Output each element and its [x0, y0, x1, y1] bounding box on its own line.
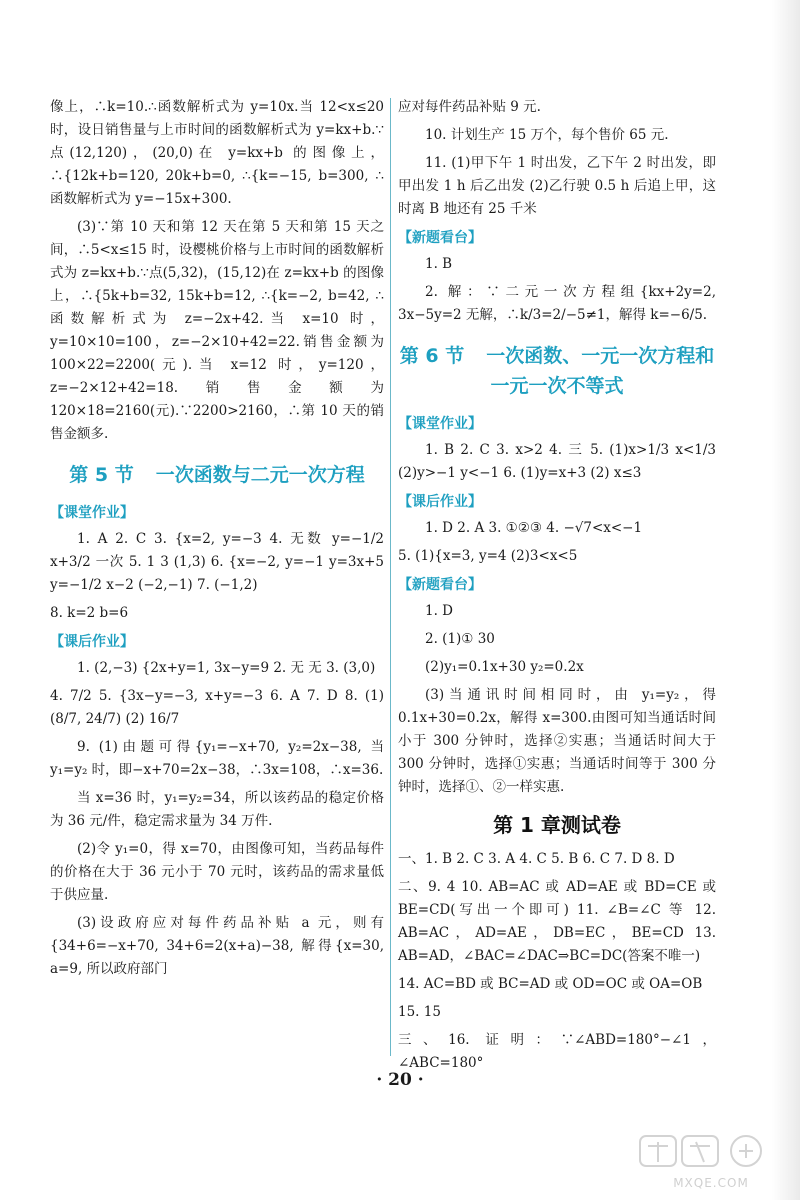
answer-paragraph: 1. D [425, 603, 453, 619]
watermark-logo [636, 1132, 786, 1192]
subheading-new-problems: 【新题看台】 [398, 230, 482, 246]
watermark-text: MXQE.COM [673, 1176, 749, 1190]
subheading-homework: 【课后作业】 [398, 494, 482, 510]
answer-paragraph: 4. 7/2 5. {3x−y=−3, x+y=−3 6. A 7. D 8. (1)(8/7, 24/7) (2) 16/7 [50, 688, 384, 727]
answer-paragraph: 5. (1){x=3, y=4 (2)3<x<5 [398, 548, 578, 564]
answer-paragraph: 15. 15 [398, 1004, 441, 1020]
section-number: 第 5 节 [69, 464, 134, 486]
answer-paragraph: 1. (2,−3) {2x+y=1, 3x−y=9 2. 无 无 3. (3,0) [77, 660, 376, 676]
answer-paragraph: 14. AC=BD 或 BC=AD 或 OD=OC 或 OA=OB [398, 976, 703, 992]
answer-paragraph: 2. (1)① 30 [425, 631, 495, 647]
answer-paragraph: (3)当通讯时间相同时，由 y₁=y₂，得 0.1x+30=0.2x，解得 x=300.由图可知当通话时间小于 300 分钟时，选择②实惠；当通话时间大于 300 分钟时，选择①实惠；当通话时间等于 300 分钟时，选择①、②一样实惠. [398, 687, 716, 795]
section-name-line2: 一元一次不等式 [490, 375, 624, 397]
subheading-classwork: 【课堂作业】 [50, 505, 134, 521]
answer-paragraph: 9. (1)由题可得{y₁=−x+70, y₂=2x−38, 当 y₁=y₂ 时，即−x+70=2x−38，∴3x=108，∴x=36. [50, 739, 384, 778]
section-name: 一次函数与二元一次方程 [155, 464, 365, 486]
left-column [50, 96, 384, 986]
answer-paragraph: (3)设政府应对每件药品补贴 a 元，则有{34+6=−x+70, 34+6=2(x+a)−38, 解得{x=30, a=9, 所以政府部门 [50, 915, 384, 977]
answer-paragraph: 像上，∴k=10.∴函数解析式为 y=10x.当 12<x≤20 时，设日销售量与上市时间的函数解析式为 y=kx+b.∵点(12,120)，(20,0)在 y=kx+b 的图像上，∴{12k+b=120, 20k+b=0, ∴{k=−15, b=300, ∴函数解析式为 y=−15x+300. [50, 99, 384, 207]
answer-paragraph: 1. A 2. C 3. {x=2, y=−3 4. 无数 y=−1/2 x+3/2 一次 5. 1 3 (1,3) 6. {x=−2, y=−1 y=3x+5 y=−1/2 x−2 (−2,−1) 7. (−1,2) [50, 531, 384, 593]
answer-paragraph: (3)∵第 10 天和第 12 天在第 5 天和第 15 天之间，∴5<x≤15 时，设樱桃价格与上市时间的函数解析式为 z=kx+b.∵点(5,32)，(15,12)在 z=kx+b 的图像上，∴{5k+b=32, 15k+b=12, ∴{k=−2, b=42, ∴函数解析式为 z=−2x+42.当 x=10 时，y=10×10=100，z=−2×10+42=22.销售金额为 100×22=2200(元).当 x=12 时，y=120，z=−2×12+42=18.销售金额为 120×18=2160(元).∵2200>2160，∴第 10 天的销售金额多. [50, 219, 384, 442]
answer-paragraph: 一、1. B 2. C 3. A 4. C 5. B 6. C 7. D 8. D [398, 851, 675, 867]
answer-paragraph: 1. B [425, 256, 453, 272]
answer-paragraph: 2. 解：∵二元一次方程组{kx+2y=2, 3x−5y=2 无解，∴k/3=2/−5≠1，解得 k=−6/5. [398, 284, 716, 323]
subheading-homework: 【课后作业】 [50, 634, 134, 650]
answer-paragraph: 三、16. 证明：∵∠ABD=180°−∠1，∠ABC=180° [398, 1032, 716, 1071]
page-edge-shading [772, 0, 800, 1200]
answer-paragraph: 二、9. 4 10. AB=AC 或 AD=AE 或 BD=CE 或 BE=CD(写出一个即可) 11. ∠B=∠C 等 12. AB=AC，AD=AE，DB=EC，BE=CD 13. AB=AD，∠BAC=∠DAC⇒BC=DC(答案不唯一) [398, 879, 716, 964]
section-name: 一次函数、一元一次方程和 [486, 345, 715, 367]
answer-paragraph: (2)令 y₁=0，得 x=70，由图像可知，当药品每件的价格在大于 36 元小于 70 元时，该药品的需求量低于供应量. [50, 841, 384, 903]
answer-paragraph: 8. k=2 b=6 [50, 605, 129, 621]
subheading-classwork: 【课堂作业】 [398, 416, 482, 432]
answer-paragraph: 1. D 2. A 3. ①②③ 4. −√7<x<−1 [425, 520, 643, 536]
right-column [398, 96, 716, 1080]
answer-paragraph: 当 x=36 时，y₁=y₂=34，所以该药品的稳定价格为 36 元/件，稳定需求量为 34 万件. [50, 790, 384, 829]
answer-paragraph: 应对每件药品补贴 9 元. [398, 99, 541, 115]
answer-paragraph: 10. 计划生产 15 万个，每个售价 65 元. [425, 127, 669, 143]
chapter-test-title: 第 1 章测试卷 [493, 813, 621, 837]
answer-paragraph: 1. B 2. C 3. x>2 4. 三 5. (1)x>1/3 x<1/3 (2)y>−1 y<−1 6. (1)y=x+3 (2) x≤3 [398, 442, 716, 481]
page-number: · 20 · [376, 1070, 424, 1090]
section-title [398, 341, 716, 401]
answer-paragraph: (2)y₁=0.1x+30 y₂=0.2x [425, 659, 584, 675]
answer-paragraph: 11. (1)甲下午 1 时出发，乙下午 2 时出发，即甲出发 1 h 后乙出发 (2)乙行驶 0.5 h 后追上甲，这时离 B 地还有 25 千米 [398, 155, 716, 217]
section-number: 第 6 节 [399, 345, 465, 367]
column-divider [390, 98, 391, 1056]
subheading-new-problems: 【新题看台】 [398, 577, 482, 593]
section-title [50, 460, 384, 490]
